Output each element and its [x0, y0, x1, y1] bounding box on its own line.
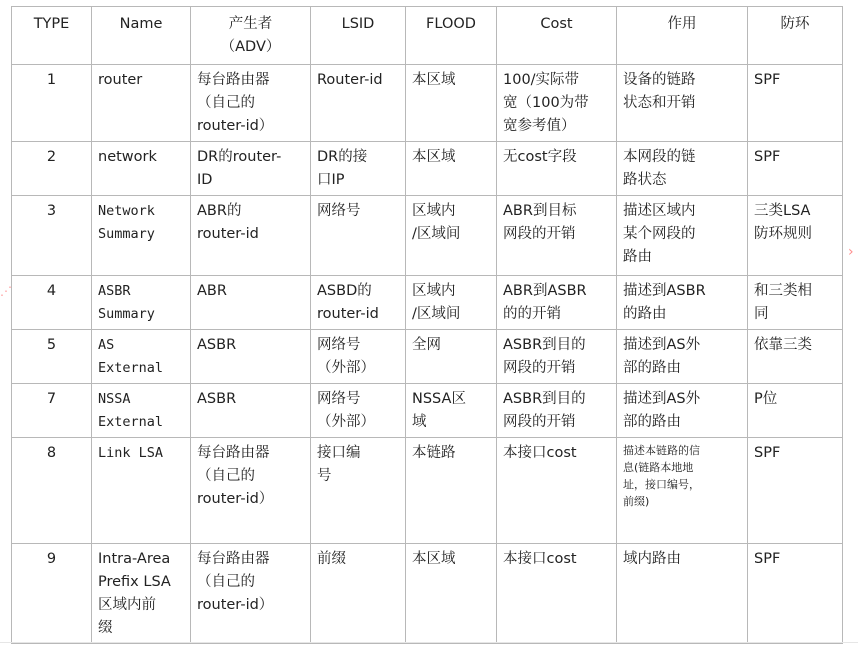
table-row: [12, 65, 843, 142]
cell-cost: ABR到目标 网段的开销: [497, 196, 617, 276]
cell-name: router: [92, 65, 191, 142]
cell-loop-prevention: SPF: [748, 142, 843, 196]
cell-name: network: [92, 142, 191, 196]
cell-type: 2: [12, 142, 92, 196]
cell-cost: 本接口cost: [497, 544, 617, 644]
cell-lsid: Router-id: [311, 65, 406, 142]
cell-name: AS External: [92, 330, 191, 384]
table-row: [12, 142, 843, 196]
table-row: [12, 438, 843, 544]
header-flood: FLOOD: [406, 7, 497, 65]
cell-loop-prevention: 依靠三类: [748, 330, 843, 384]
cell-loop-prevention: 三类LSA 防环规则: [748, 196, 843, 276]
table-row: [12, 276, 843, 330]
cell-name: ASBR Summary: [92, 276, 191, 330]
cell-loop-prevention: SPF: [748, 544, 843, 644]
cell-cost: ASBR到目的 网段的开销: [497, 330, 617, 384]
cell-type: 8: [12, 438, 92, 544]
header-lsid: LSID: [311, 7, 406, 65]
table-row: [12, 384, 843, 438]
cell-flood: 区域内 /区域间: [406, 276, 497, 330]
cell-lsid: 网络号 （外部）: [311, 330, 406, 384]
cell-type: 4: [12, 276, 92, 330]
edge-marker-right-icon: ›: [848, 244, 854, 260]
cell-cost: ASBR到目的 网段的开销: [497, 384, 617, 438]
bottom-divider: [0, 642, 858, 643]
lsa-type-table: [11, 6, 843, 644]
cell-flood: 本区域: [406, 142, 497, 196]
cell-purpose: 描述到AS外 部的路由: [617, 384, 748, 438]
cell-type: 3: [12, 196, 92, 276]
header-loop-prevention: 防环: [748, 7, 843, 65]
cell-loop-prevention: SPF: [748, 438, 843, 544]
cell-name: Network Summary: [92, 196, 191, 276]
table-row: [12, 196, 843, 276]
cell-adv: 每台路由器 （自己的 router-id）: [191, 544, 311, 644]
cell-flood: 本区域: [406, 65, 497, 142]
cell-name: Link LSA: [92, 438, 191, 544]
cell-lsid: 前缀: [311, 544, 406, 644]
header-purpose: 作用: [617, 7, 748, 65]
cell-purpose: 描述本链路的信 息(链路本地地 址，接口编号， 前缀): [617, 438, 748, 544]
cell-cost: 本接口cost: [497, 438, 617, 544]
cell-cost: 无cost字段: [497, 142, 617, 196]
cell-type: 1: [12, 65, 92, 142]
cell-lsid: 网络号 （外部）: [311, 384, 406, 438]
cell-adv: ASBR: [191, 384, 311, 438]
cell-adv: 每台路由器 （自己的 router-id）: [191, 438, 311, 544]
lsa-type-table-sheet: [11, 6, 842, 640]
cell-flood: NSSA区 域: [406, 384, 497, 438]
cell-purpose: 描述区域内 某个网段的 路由: [617, 196, 748, 276]
cell-cost: 100/实际带 宽（100为带 宽参考值）: [497, 65, 617, 142]
table-row: [12, 544, 843, 644]
header-type: TYPE: [12, 7, 92, 65]
cell-adv: 每台路由器 （自己的 router-id）: [191, 65, 311, 142]
header-adv: 产生者 （ADV）: [191, 7, 311, 65]
cell-purpose: 描述到AS外 部的路由: [617, 330, 748, 384]
cell-adv: DR的router- ID: [191, 142, 311, 196]
table-header-row: [12, 7, 843, 65]
cell-adv: ABR的 router-id: [191, 196, 311, 276]
cell-lsid: 接口编 号: [311, 438, 406, 544]
edge-marker-left-icon: ⋰: [0, 284, 12, 298]
cell-type: 5: [12, 330, 92, 384]
cell-flood: 区域内 /区域间: [406, 196, 497, 276]
cell-name: NSSA External: [92, 384, 191, 438]
cell-flood: 全网: [406, 330, 497, 384]
cell-flood: 本区域: [406, 544, 497, 644]
cell-loop-prevention: SPF: [748, 65, 843, 142]
cell-purpose: 本网段的链 路状态: [617, 142, 748, 196]
cell-loop-prevention: 和三类相 同: [748, 276, 843, 330]
cell-type: 9: [12, 544, 92, 644]
header-name: Name: [92, 7, 191, 65]
cell-adv: ASBR: [191, 330, 311, 384]
cell-adv: ABR: [191, 276, 311, 330]
cell-name: Intra-Area Prefix LSA 区域内前 缀: [92, 544, 191, 644]
cell-lsid: DR的接 口IP: [311, 142, 406, 196]
cell-lsid: ASBD的 router-id: [311, 276, 406, 330]
cell-lsid: 网络号: [311, 196, 406, 276]
cell-purpose: 域内路由: [617, 544, 748, 644]
cell-cost: ABR到ASBR 的的开销: [497, 276, 617, 330]
cell-flood: 本链路: [406, 438, 497, 544]
cell-loop-prevention: P位: [748, 384, 843, 438]
header-cost: Cost: [497, 7, 617, 65]
cell-purpose: 设备的链路 状态和开销: [617, 65, 748, 142]
cell-purpose: 描述到ASBR 的路由: [617, 276, 748, 330]
cell-type: 7: [12, 384, 92, 438]
table-row: [12, 330, 843, 384]
